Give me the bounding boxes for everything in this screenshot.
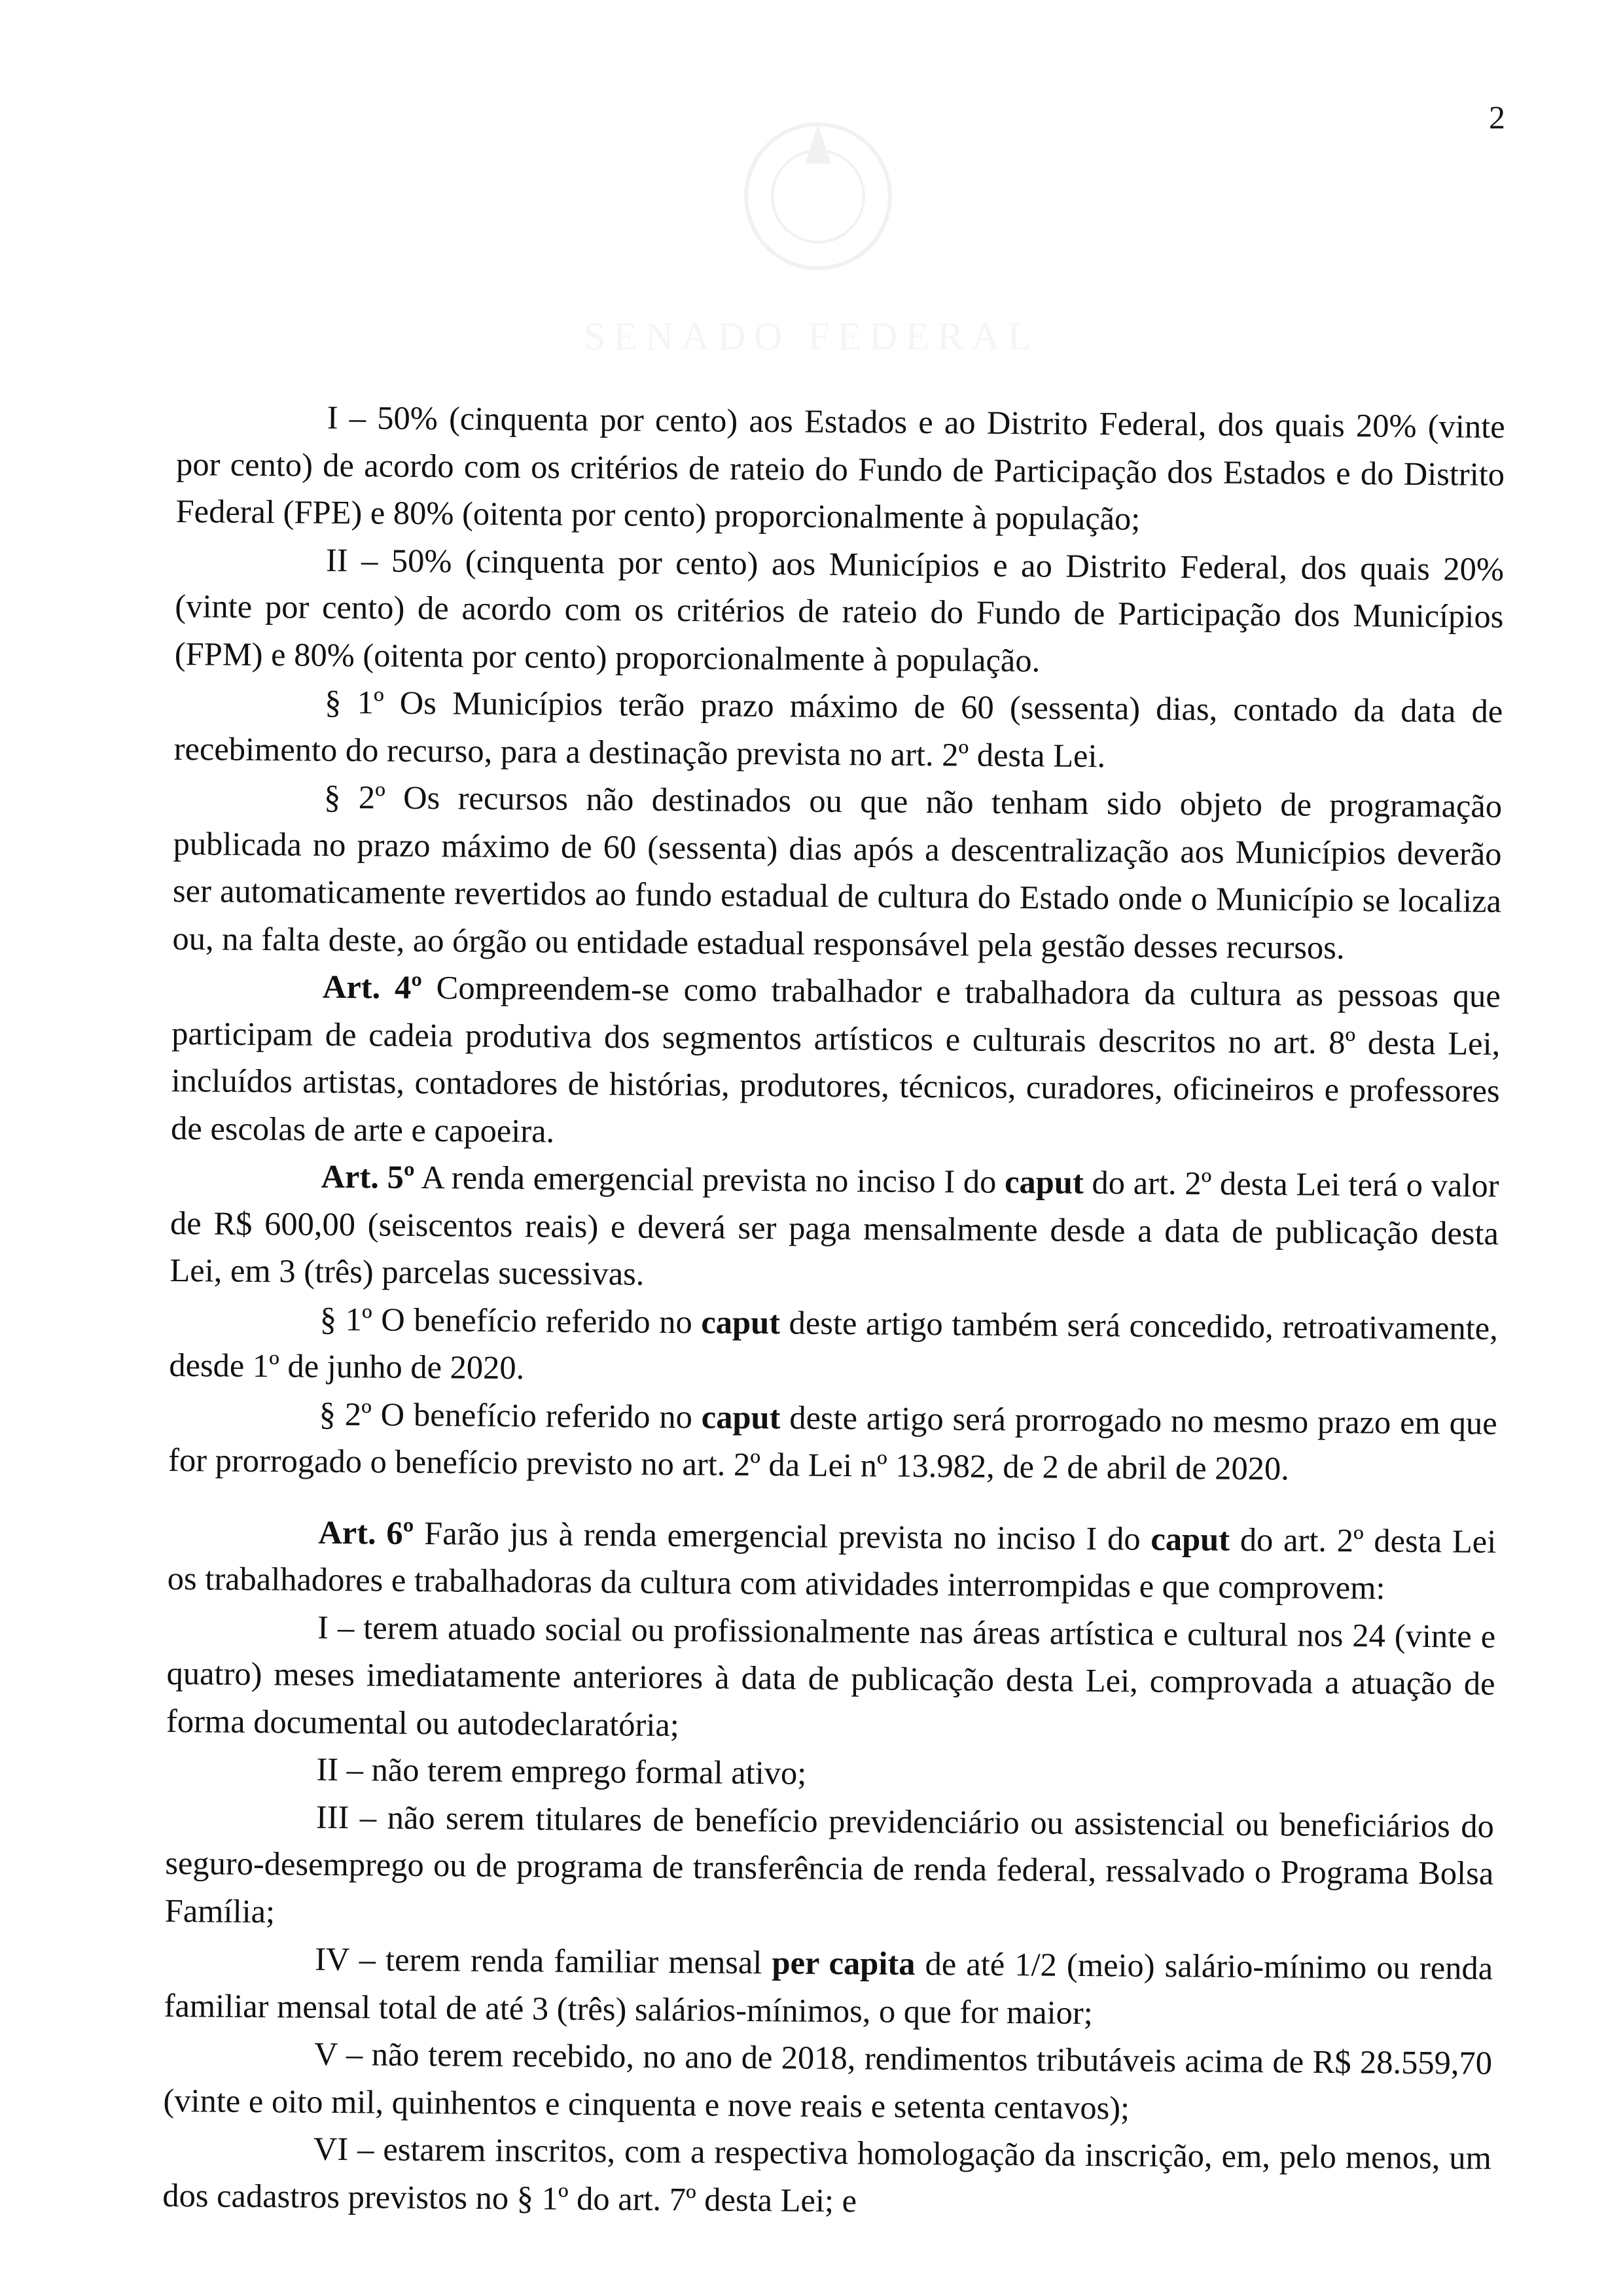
text-pre: § 1º O benefício referido no [319,1300,702,1340]
article-text-post: do art. 2º desta Lei terá o valor de R$ 600,00 (seiscentos reais) e deverá ser paga mensalmente desde a data de publicação desta Lei, em 3 (três) parcelas sucessivas. [169,1163,1499,1292]
senate-seal-watermark [700,98,936,294]
article-text: Compreendem-se como trabalhador e trabalhadora da cultura as pessoas que participam de cadeia produtiva dos segmentos artísticos e culturais descritos no art. 8º desta Lei, incluídos artistas, contadores de histórias, produtores, técnicos, curadores, oficineiros e professores de escolas de arte e capoeira. [170,968,1501,1150]
paragraph-section-1: § 1º Os Municípios terão prazo máximo de 60 (sessenta) dias, contado da data de recebimento do recurso, para a destinação prevista no art. 2º desta Lei. [173,683,1503,774]
paragraph-item-i: I – 50% (cinquenta por cento) aos Estados e ao Distrito Federal, dos quais 20% (vinte por cento) de acordo com os critérios de rateio do Fundo de Participação dos Estados e do Distrito Federal (FPE) e 80% (oitenta por cento) proporcionalmente à população; [175,398,1505,537]
paragraph-art6-item-ii: II – não terem emprego formal ativo; [316,1750,807,1792]
article-bold-term: caput [1004,1163,1084,1201]
bold-term: caput [701,1303,781,1341]
article-label: Art. 6º [318,1513,414,1551]
bold-term: per capita [772,1944,916,1982]
paragraph-art6-item-iv [164,1934,1493,2040]
text-post: deste artigo será prorrogado no mesmo prazo em que for prorrogado o benefício previsto no art. 2º da Lei nº 13.982, de 2 de abril de 2020. [168,1398,1497,1487]
article-text-pre: A renda emergencial prevista no inciso I do [414,1158,1005,1200]
text-pre: IV – terem renda familiar mensal [314,1940,772,1981]
paragraph-art5-section-1 [169,1294,1498,1399]
page-number: 2 [1489,99,1505,135]
paragraph-art6-item-v: V – não terem recebido, no ano de 2018, rendimentos tributáveis acima de R$ 28.559,70 (vinte e oito mil, quinhentos e cinquenta e nove reais e setenta centavos); [163,2035,1493,2127]
text-pre: § 2º O benefício referido no [319,1395,702,1435]
paragraph-art6-item-iii: III – não serem titulares de benefício previdenciário ou assistencial ou beneficiários do seguro-desemprego ou de programa de transferência de renda federal, ressalvado o Programa Bolsa Família; [164,1798,1495,1930]
article-6 [167,1507,1496,1612]
paragraph-art6-item-vi: VI – estarem inscritos, com a respectiva homologação da inscrição, em, pelo menos, um dos cadastros previstos no § 1º do art. 7º desta Lei; e [162,2130,1492,2219]
document-body [162,393,1505,2229]
paragraph-art6-item-i: I – terem atuado social ou profissionalmente nas áreas artística e cultural nos 24 (vinte e quatro) meses imediatamente anteriores à data de publicação desta Lei, comprovada a atuação de forma documental ou autodeclaratória; [166,1608,1496,1743]
paragraph-art5-section-2 [168,1388,1497,1494]
article-text-post: do art. 2º desta Lei os trabalhadores e trabalhadoras da cultura com atividades interrompidas e que comprovem: [167,1521,1497,1606]
paragraph-item-ii: II – 50% (cinquenta por cento) aos Municípios e ao Distrito Federal, dos quais 20% (vinte por cento) de acordo com os critérios de rateio do Fundo de Participação dos Municípios (FPM) e 80% (oitenta por cento) proporcionalmente à população. [174,541,1505,679]
paragraph-section-2: § 2º Os recursos não destinados ou que não tenham sido objeto de programação publicada no prazo máximo de 60 (sessenta) dias após a descentralização aos Municípios deverão ser automaticamente revertidos ao fundo estadual de cultura do Estado onde o Município se localiza ou, na falta deste, ao órgão ou entidade estadual responsável pela gestão desses recursos. [172,778,1503,966]
article-4 [171,962,1501,1162]
text-post: deste artigo também será concedido, retroativamente, desde 1º de junho de 2020. [169,1303,1499,1386]
article-text-pre: Farão jus à renda emergencial prevista no inciso I do [414,1514,1151,1557]
bold-term: caput [701,1398,781,1436]
article-5 [169,1152,1499,1304]
header-watermark-text [0,314,1623,359]
article-bold-term: caput [1150,1520,1230,1558]
text-post: de até 1/2 (meio) salário-mínimo ou renda familiar mensal total de até 3 (três) salários-mínimos, o que for maior; [164,1945,1493,2031]
article-label: Art. 4º [322,968,423,1006]
article-label: Art. 5º [321,1157,415,1195]
